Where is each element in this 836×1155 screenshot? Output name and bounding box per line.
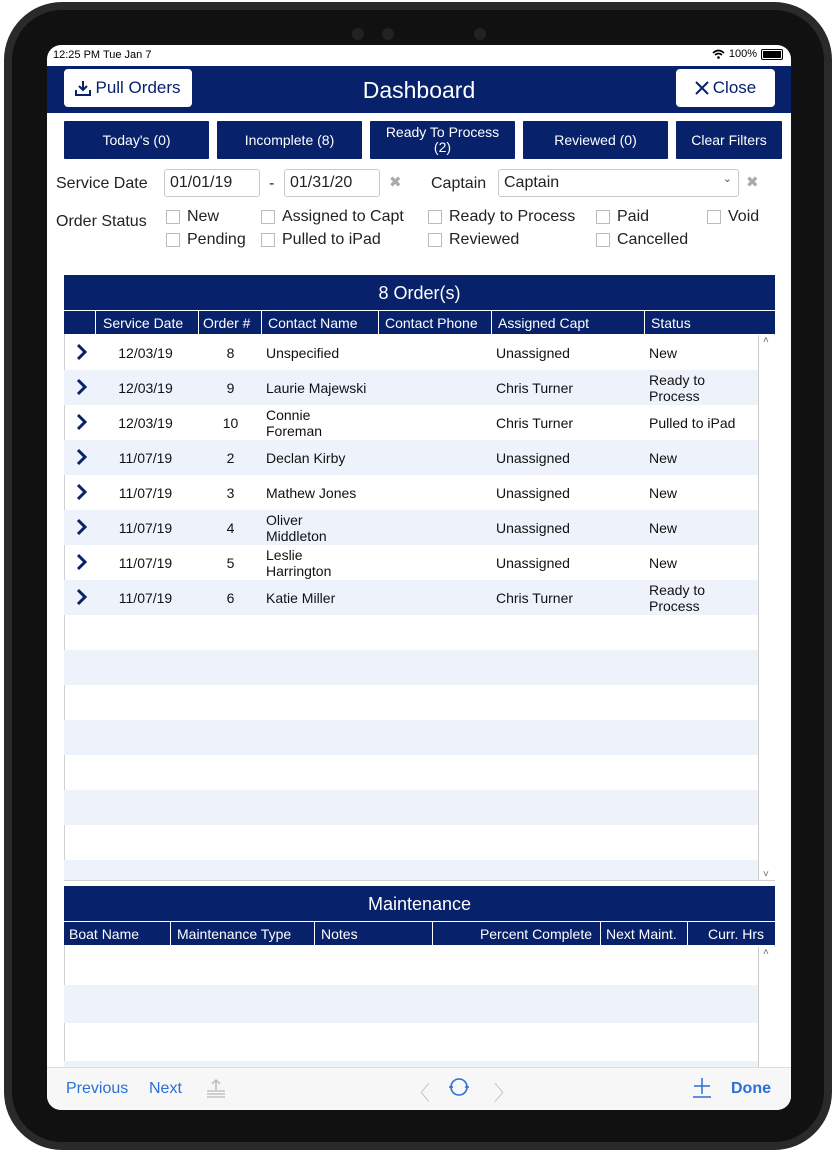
camera-dot [382, 28, 394, 40]
battery-percent: 100% [728, 48, 757, 60]
column-header-percent-complete[interactable]: Percent Complete [433, 922, 601, 945]
camera-dot [474, 28, 486, 40]
table-row[interactable] [64, 335, 758, 370]
cell-order-number: 10 [222, 414, 239, 431]
app-screen [47, 45, 791, 1110]
status-checkbox-pulled-to-ipad[interactable] [261, 231, 381, 249]
refresh-icon[interactable] [448, 1076, 470, 1104]
status-checkbox-cancelled[interactable] [596, 231, 688, 249]
done-button[interactable]: Done [731, 1080, 771, 1097]
keyboard-toolbar [47, 1067, 791, 1110]
status-bar [47, 45, 791, 66]
cell-status: Ready to Process [649, 371, 706, 404]
cell-assigned-capt: Chris Turner [496, 589, 574, 606]
service-date-from-field[interactable]: 01/01/19 [164, 169, 260, 197]
cell-order-number: 9 [226, 379, 235, 396]
checkbox-box [428, 210, 442, 224]
scroll-down-icon[interactable]: ˅ [763, 869, 769, 880]
cell-contact-name: Declan Kirby [266, 449, 346, 466]
cell-contact-name: Connie Foreman [266, 406, 323, 439]
checkbox-label: Pulled to iPad [282, 231, 381, 248]
close-label: Close [712, 78, 757, 97]
column-header-boat-name[interactable]: Boat Name [64, 922, 171, 945]
orders-table-title: 8 Order(s) [64, 275, 775, 310]
chevron-right-icon[interactable] [75, 517, 89, 537]
empty-row [64, 790, 758, 825]
empty-row [64, 685, 758, 720]
checkbox-box [166, 233, 180, 247]
orders-scrollbar[interactable] [758, 335, 775, 880]
cell-service-date: 12/03/19 [118, 414, 173, 431]
captain-select-value: Captain [504, 174, 560, 191]
column-header-expand [64, 311, 96, 334]
cell-assigned-capt: Unassigned [496, 554, 570, 571]
add-icon[interactable] [692, 1076, 712, 1104]
cell-status: Pulled to iPad [649, 414, 736, 431]
column-header-curr-hrs[interactable]: Curr. Hrs [688, 922, 775, 945]
checkbox-label: Cancelled [617, 231, 689, 248]
empty-row [64, 825, 758, 860]
pull-orders-label: Pull Orders [95, 78, 181, 97]
empty-row [64, 720, 758, 755]
service-date-label: Service Date [56, 175, 148, 192]
cell-contact-name: Laurie Majewski [266, 379, 367, 396]
scroll-up-icon[interactable]: ˄ [763, 335, 769, 346]
filter-reviewed-button[interactable]: Reviewed (0) [523, 121, 668, 159]
cell-order-number: 8 [226, 344, 235, 361]
chevron-down-icon: ⌄ [722, 173, 732, 185]
empty-row [64, 985, 758, 1023]
cell-status: New [649, 554, 678, 571]
status-time: 12:25 PM Tue Jan 7 [53, 49, 152, 61]
cell-status: New [649, 519, 678, 536]
status-checkbox-assigned-to-capt[interactable] [261, 208, 404, 226]
chevron-right-icon[interactable] [75, 587, 89, 607]
cell-assigned-capt: Unassigned [496, 484, 570, 501]
camera-dot [352, 28, 364, 40]
column-header-service-date[interactable]: Service Date [96, 311, 199, 334]
cell-contact-phone [383, 510, 493, 545]
cell-contact-name: Unspecified [266, 344, 340, 361]
column-header-status[interactable]: Status [645, 311, 775, 334]
cell-contact-phone [383, 580, 493, 615]
status-checkbox-pending[interactable] [166, 231, 246, 249]
previous-button[interactable]: Previous [66, 1080, 129, 1097]
cell-order-number: 4 [226, 519, 235, 536]
captain-label: Captain [431, 175, 487, 192]
cell-status: New [649, 484, 678, 501]
status-checkbox-ready-to-process[interactable] [428, 208, 575, 226]
clear-captain-icon[interactable]: ✖ [746, 174, 759, 191]
table-row[interactable] [64, 545, 758, 580]
next-button[interactable]: Next [149, 1080, 182, 1097]
close-icon [695, 81, 709, 95]
checkbox-box [596, 233, 610, 247]
empty-row [64, 1023, 758, 1061]
cell-contact-phone [383, 545, 493, 580]
filter-incomplete-button[interactable]: Incomplete (8) [217, 121, 362, 159]
service-date-to-field[interactable]: 01/31/20 [284, 169, 380, 197]
checkbox-label: Void [728, 208, 760, 225]
cell-status: Ready to Process [649, 581, 706, 614]
checkbox-box [707, 210, 721, 224]
table-row[interactable] [64, 580, 758, 615]
cell-contact-phone [383, 335, 493, 370]
chevron-right-icon[interactable] [75, 552, 89, 572]
checkbox-label: Reviewed [449, 231, 520, 248]
column-header-next-maint[interactable]: Next Maint. [601, 922, 688, 945]
empty-row [64, 650, 758, 685]
cell-service-date: 12/03/19 [118, 379, 173, 396]
filter-todays-button[interactable]: Today's (0) [64, 121, 209, 159]
cell-order-number: 2 [226, 449, 235, 466]
empty-row [64, 947, 758, 982]
captain-select[interactable] [498, 169, 739, 197]
column-header-contact-name[interactable]: Contact Name [262, 311, 379, 334]
checkbox-box [261, 233, 275, 247]
cell-service-date: 11/07/19 [118, 449, 173, 466]
wifi-icon [712, 49, 725, 59]
date-separator: - [269, 175, 275, 192]
cell-service-date: 11/07/19 [118, 519, 173, 536]
cell-service-date: 11/07/19 [118, 484, 173, 501]
share-icon[interactable] [206, 1078, 226, 1104]
chevron-right-icon[interactable] [75, 412, 89, 432]
cell-contact-name: Katie Miller [266, 589, 336, 606]
status-checkbox-void[interactable] [707, 208, 759, 226]
chevron-right-icon[interactable] [75, 342, 89, 362]
chevron-right-icon[interactable] [75, 377, 89, 397]
battery-indicator [712, 48, 783, 60]
column-header-assigned-capt[interactable]: Assigned Capt [492, 311, 645, 334]
cell-contact-name: Mathew Jones [266, 484, 357, 501]
checkbox-box [261, 210, 275, 224]
battery-icon [761, 49, 783, 60]
cell-contact-phone [383, 370, 493, 405]
cell-assigned-capt: Chris Turner [496, 414, 574, 431]
cell-assigned-capt: Chris Turner [496, 379, 574, 396]
checkbox-box [428, 233, 442, 247]
cell-order-number: 3 [226, 484, 235, 501]
header-bar [47, 66, 791, 113]
table-row[interactable] [64, 440, 758, 475]
table-row[interactable] [64, 510, 758, 545]
cell-status: New [649, 449, 678, 466]
table-row[interactable] [64, 475, 758, 510]
cell-contact-phone [383, 405, 493, 440]
cell-assigned-capt: Unassigned [496, 519, 570, 536]
empty-row [64, 615, 758, 650]
table-row[interactable] [64, 405, 758, 440]
clear-date-icon[interactable]: ✖ [389, 174, 402, 191]
cell-assigned-capt: Unassigned [496, 449, 570, 466]
chevron-right-icon[interactable] [75, 482, 89, 502]
column-header-notes[interactable]: Notes [315, 922, 433, 945]
chevron-right-nav-icon[interactable]: 〉 [494, 1083, 514, 1105]
cell-service-date: 12/03/19 [118, 344, 173, 361]
checkbox-label: New [187, 208, 220, 225]
order-status-label: Order Status [56, 213, 147, 230]
cell-service-date: 11/07/19 [118, 589, 173, 606]
cell-service-date: 11/07/19 [118, 554, 173, 571]
maintenance-scrollbar[interactable] [758, 947, 775, 1067]
cell-assigned-capt: Unassigned [496, 344, 570, 361]
status-checkbox-paid[interactable] [596, 208, 649, 226]
checkbox-box [166, 210, 180, 224]
chevron-right-icon[interactable] [75, 447, 89, 467]
cell-contact-phone [383, 440, 493, 475]
checkbox-box [596, 210, 610, 224]
cell-contact-name: Leslie Harrington [266, 546, 332, 579]
cell-status: New [649, 344, 678, 361]
empty-row [64, 755, 758, 790]
page-title: Dashboard [362, 77, 476, 103]
status-checkbox-reviewed[interactable] [428, 231, 519, 249]
table-row[interactable] [64, 370, 758, 405]
empty-row [64, 860, 758, 880]
maintenance-table-title: Maintenance [64, 886, 775, 921]
cell-contact-name: Oliver Middleton [266, 511, 327, 544]
checkbox-label: Paid [617, 208, 650, 225]
status-checkbox-new[interactable] [166, 208, 219, 226]
chevron-left-icon[interactable]: 〈 [410, 1083, 430, 1105]
cell-contact-phone [383, 475, 493, 510]
column-header-maintenance-type[interactable]: Maintenance Type [171, 922, 315, 945]
scroll-up-icon[interactable]: ˄ [763, 947, 769, 958]
cell-order-number: 5 [226, 554, 235, 571]
close-button[interactable] [676, 69, 775, 107]
checkbox-label: Ready to Process [449, 208, 576, 225]
column-header-order-number[interactable]: Order # [199, 311, 262, 334]
column-header-contact-phone[interactable]: Contact Phone [379, 311, 492, 334]
clear-filters-button[interactable]: Clear Filters [676, 121, 782, 159]
filter-ready-to-process-button[interactable]: Ready To Process (2) [370, 121, 515, 159]
checkbox-label: Pending [187, 231, 246, 248]
checkbox-label: Assigned to Capt [282, 208, 404, 225]
cell-order-number: 6 [226, 589, 235, 606]
